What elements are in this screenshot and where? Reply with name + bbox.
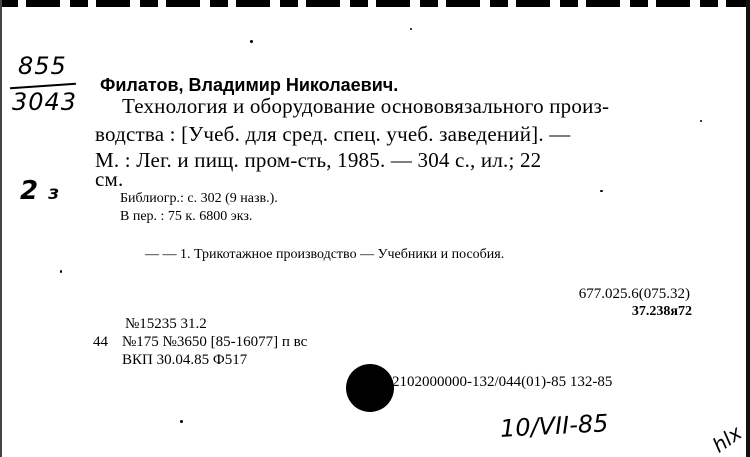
title-line-3: М. : Лег. и пищ. пром-сть, 1985. — 304 с., ил.; 22 [95,148,542,172]
udc-index: 677.025.6(075.32) [578,286,690,302]
handwritten-mark: 2 ₃ [20,176,59,206]
handwritten-call-denominator: 3043 [12,88,78,116]
price-note: В пер. : 75 к. 6800 экз. [120,209,253,224]
title-line-1: Технология и оборудование основовязального произ- [122,94,610,118]
handwritten-date: 10/VII-85 [499,409,610,443]
subject-heading: — — 1. Трикотажное производство — Учебники и пособия. [145,247,505,262]
scan-speck [700,120,702,122]
scan-speck [600,190,603,192]
title-line-4: см. [95,167,124,191]
isbn-code: 2102000000-132/044(01)-85 132-85 [392,374,613,390]
bbk-index: 37.238я72 [631,304,692,319]
scan-speck [410,28,412,30]
handwritten-call-numerator: 855 [18,52,67,80]
scan-speck [60,270,62,273]
corner-scrawl: hlx [707,420,747,457]
author-heading: Филатов, Владимир Николаевич. [100,75,399,95]
scan-speck [180,420,183,423]
scan-edge-right [746,0,750,457]
bibliography-note: Библиогр.: с. 302 (9 назв.). [120,191,278,206]
print-info-prefix: 44 [93,334,108,350]
print-info-line-2: №175 №3650 [85-16077] п вс [122,334,308,350]
scan-speck [250,40,253,43]
scan-edge-left [0,0,2,457]
print-info-line-3: ВКП 30.04.85 Ф517 [122,352,248,368]
punched-hole [346,364,394,412]
scan-edge-top [0,0,750,7]
print-info-line-1: №15235 31.2 [125,316,207,332]
title-line-2: водства : [Учеб. для сред. спец. учеб. заведений]. — [95,122,571,146]
